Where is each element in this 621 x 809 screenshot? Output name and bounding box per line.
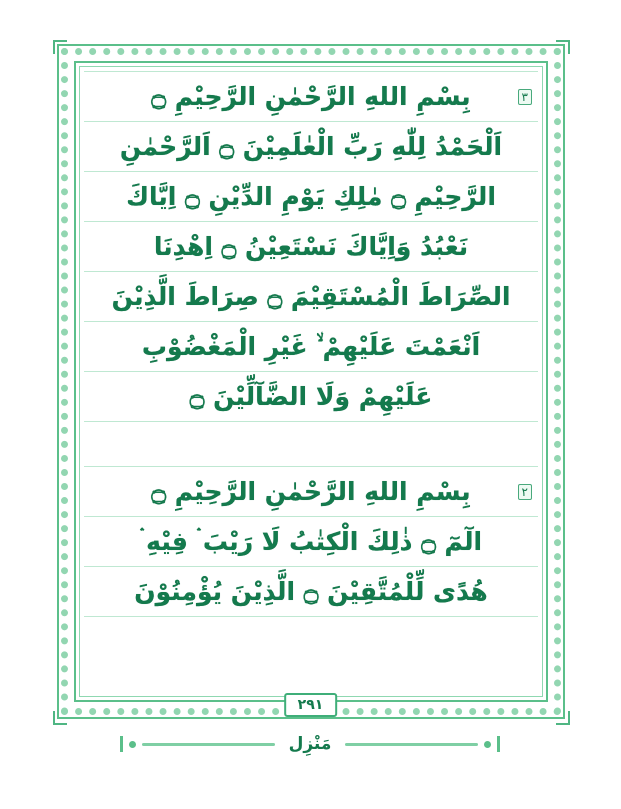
corner-ornament-top-left	[53, 40, 67, 54]
footer-end-cap-right	[497, 736, 500, 752]
juz-marker: ٣	[518, 89, 532, 105]
ayah-text: بِسْمِ اللهِ الرَّحْمٰنِ الرَّحِيْمِ ۝	[151, 82, 471, 111]
ayah-line	[84, 466, 538, 517]
ayah-text: اَنْعَمْتَ عَلَيْهِمْ ۙ غَيْرِ الْمَغْضُوْبِ	[141, 332, 481, 361]
surah-block-al-fatiha	[84, 71, 538, 422]
footer-dot-right	[484, 741, 491, 748]
footer-end-cap-left	[120, 736, 123, 752]
ayah-text: عَلَيْهِمْ وَلَا الضَّآلِّيْنَ ۝	[189, 382, 433, 411]
ayah-line	[84, 372, 538, 422]
manzil-label: مَنْزِل	[288, 734, 332, 754]
ayah-line	[84, 71, 538, 122]
manzil-footer	[120, 730, 500, 758]
ayah-text: الصِّرَاطَ الْمُسْتَقِيْمَ ۝ صِرَاطَ الَّذِيْنَ	[111, 282, 511, 311]
ayah-line	[84, 222, 538, 272]
ayah-text: نَعْبُدُ وَاِيَّاكَ نَسْتَعِيْنُ ۝ اِهْدِنَا	[153, 232, 469, 261]
corner-ornament-bottom-left	[53, 711, 67, 725]
ayah-text: بِسْمِ اللهِ الرَّحْمٰنِ الرَّحِيْمِ ۝	[151, 477, 471, 506]
ayah-line	[84, 272, 538, 322]
ayah-text: اَلْحَمْدُ لِلّٰهِ رَبِّ الْعٰلَمِيْنَ ۝ اَلرَّحْمٰنِ	[119, 132, 503, 161]
ayah-text: الرَّحِيْمِ ۝ مٰلِكِ يَوْمِ الدِّيْنِ ۝ اِيَّاكَ	[126, 182, 496, 211]
ayah-line	[84, 172, 538, 222]
page-number: ٢٩١	[284, 693, 338, 717]
ayah-text: الٓمٓ ۝ ذٰلِكَ الْكِتٰبُ لَا رَيْبَ ۛ فِيْهِ ۛ	[139, 527, 483, 556]
ayah-line	[84, 517, 538, 567]
ayah-line	[84, 567, 538, 617]
scripture-text-area	[84, 71, 538, 692]
corner-ornament-top-right	[556, 40, 570, 54]
footer-dot-left	[129, 741, 136, 748]
corner-ornament-bottom-right	[556, 711, 570, 725]
juz-marker: ٢	[518, 484, 532, 500]
ayah-text: هُدًى لِّلْمُتَّقِيْنَ ۝ الَّذِيْنَ يُؤْمِنُوْنَ	[134, 577, 488, 606]
ayah-line	[84, 122, 538, 172]
ayah-line	[84, 322, 538, 372]
surah-block-al-baqarah	[84, 466, 538, 617]
footer-rule-right	[345, 743, 478, 746]
surah-separator-space	[84, 422, 538, 466]
footer-rule-left	[142, 743, 275, 746]
